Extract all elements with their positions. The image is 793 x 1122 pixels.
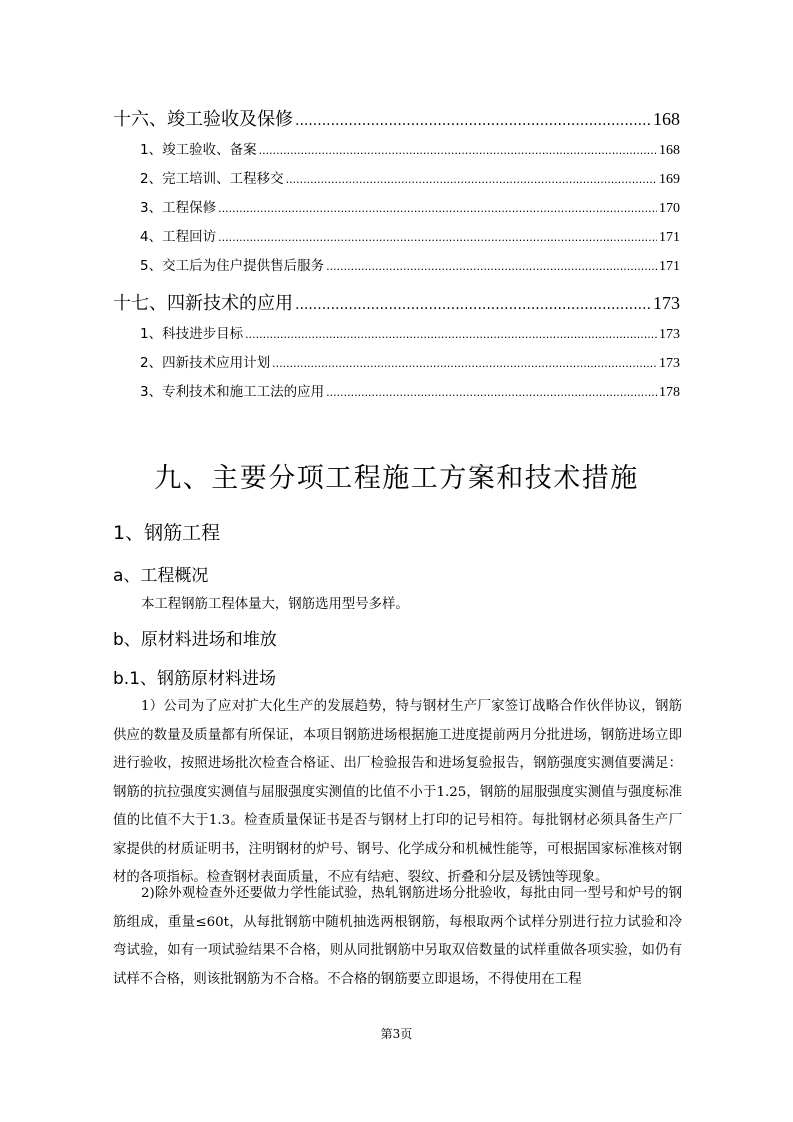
- toc-item[interactable]: [113, 136, 680, 165]
- toc-item[interactable]: [113, 349, 680, 378]
- chapter-title: 九、主要分项工程施工方案和技术措施: [154, 463, 639, 494]
- toc-item-title: 5、交工后为住户提供售后服务: [140, 258, 325, 274]
- overview-paragraph: 本工程钢筋工程体量大，钢筋选用型号多样。: [141, 597, 409, 612]
- toc-leader-dots: [272, 349, 657, 378]
- toc-leader-dots: [326, 252, 657, 281]
- toc-page-number: 171: [659, 230, 680, 245]
- table-of-contents: [113, 103, 680, 407]
- toc-item[interactable]: [113, 320, 680, 349]
- section-heading: 1、钢筋工程: [113, 522, 221, 544]
- toc-page-number: 173: [653, 293, 680, 313]
- toc-leader-dots: [218, 223, 657, 252]
- body-paragraph-2: 2)除外观检查外还要做力学性能试验，热轧钢筋进场分批验收，每批由同一型号和炉号的钢筋组成，重量≤60t，从每批钢筋中随机抽选两根钢筋，每根取两个试样分别进行拉力试验和冷弯试验，如有一项试验结果不合格，则从同批钢筋中另取双倍数量的试样重做各项实验，如仍有试样不合格，则该批钢筋为不合格。不合格的钢筋要立即退场，不得使用在工程: [113, 886, 682, 987]
- toc-page-number: 173: [659, 356, 680, 371]
- toc-section-16[interactable]: [113, 105, 680, 133]
- toc-leader-dots: [259, 136, 657, 165]
- subsection-heading-b1: b.1、钢筋原材料进场: [113, 669, 277, 689]
- toc-item-title: 3、工程保修: [140, 200, 217, 216]
- toc-item-title: 1、竣工验收、备案: [140, 142, 257, 158]
- toc-page-number: 178: [659, 385, 680, 400]
- toc-section-title: 十六、竣工验收及保修: [113, 109, 293, 130]
- page-footer: 第3页: [380, 1027, 413, 1041]
- subsection-heading-a: a、工程概况: [113, 566, 209, 586]
- toc-item-title: 2、完工培训、工程移交: [140, 171, 284, 187]
- toc-page-number: 168: [659, 143, 680, 158]
- toc-item-title: 4、工程回访: [140, 229, 217, 245]
- toc-leader-dots: [326, 378, 657, 407]
- body-paragraph-1: 1）公司为了应对扩大化生产的发展趋势，特与钢材生产厂家签订战略合作伙伴协议，钢筋供应的数量及质量都有所保证，本项目钢筋进场根据施工进度提前两月分批进场，钢筋进场立即进行验收，按照进场批次检查合格证、出厂检验报告和进场复验报告，钢筋强度实测值要满足：钢筋的抗拉强度实测值与屈服强度实测值的比值不小于1.25，钢筋的屈服强度实测值与强度标准值的比值不大于1.3。检查质量保证书是否与钢材上打印的记号相符。每批钢材必须具备生产厂家提供的材质证明书，注明钢材的炉号、钢号、化学成分和机械性能等，可根据国家标准核对钢材的各项指标。检查钢材表面质量，不应有结疤、裂纹、折叠和分层及锈蚀等现象。: [113, 699, 682, 885]
- toc-page-number: 171: [659, 259, 680, 274]
- toc-item[interactable]: [113, 194, 680, 223]
- toc-page-number: 169: [659, 172, 680, 187]
- toc-page-number: 170: [659, 201, 680, 216]
- toc-item[interactable]: [113, 252, 680, 281]
- toc-item-title: 3、专利技术和施工工法的应用: [140, 384, 325, 400]
- toc-page-number: 173: [659, 327, 680, 342]
- toc-leader-dots: [295, 107, 651, 133]
- toc-leader-dots: [245, 320, 657, 349]
- toc-page-number: 168: [653, 109, 680, 129]
- toc-spacer: [113, 281, 680, 287]
- toc-leader-dots: [295, 291, 651, 317]
- toc-item-title: 2、四新技术应用计划: [140, 355, 271, 371]
- toc-item[interactable]: [113, 378, 680, 407]
- toc-item[interactable]: [113, 165, 680, 194]
- toc-leader-dots: [218, 194, 657, 223]
- toc-item-title: 1、科技进步目标: [140, 326, 244, 342]
- subsection-heading-b: b、原材料进场和堆放: [113, 630, 277, 650]
- toc-section-17[interactable]: [113, 289, 680, 317]
- toc-section-title: 十七、四新技术的应用: [113, 293, 293, 314]
- toc-leader-dots: [286, 165, 657, 194]
- toc-item[interactable]: [113, 223, 680, 252]
